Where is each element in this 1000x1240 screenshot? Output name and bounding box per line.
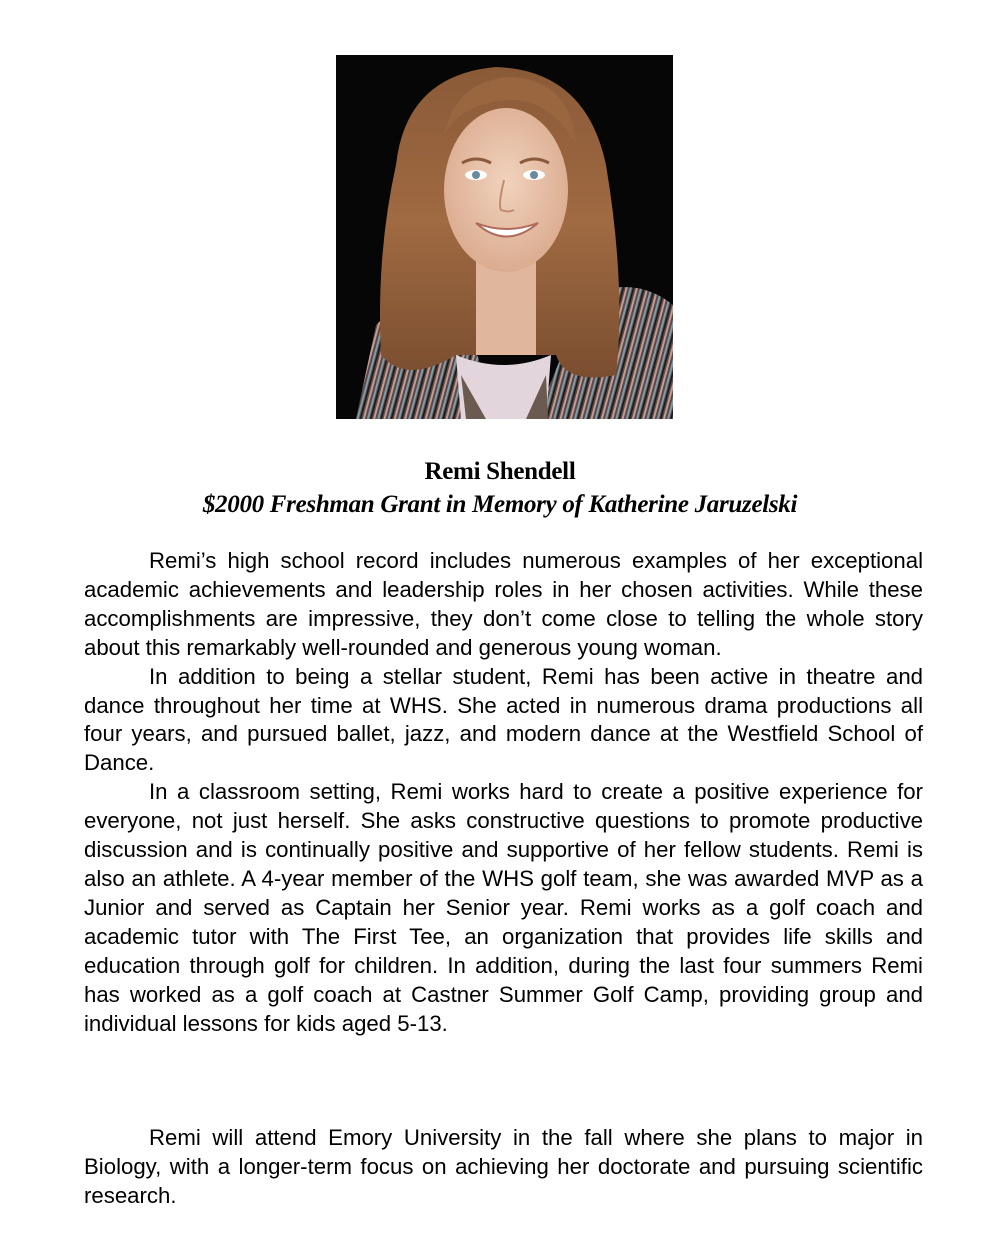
- future-plans-section: [84, 1124, 923, 1211]
- recipient-name: Remi Shendell: [424, 458, 576, 485]
- biography-paragraph: In addition to being a stellar student, Remi has been active in theatre and dance throughout her time at WHS. She acted in numerous drama productions all four years, and pursued ballet, jazz, and modern dance at the Westfield School of Dance.: [84, 663, 923, 776]
- award-title: $2000 Freshman Grant in Memory of Katherine Jaruzelski: [202, 491, 798, 518]
- portrait-photo: [336, 55, 673, 419]
- portrait-icon: [336, 55, 673, 419]
- biography-paragraph: Remi’s high school record includes numerous examples of her exceptional academic achievements and leadership roles in her chosen activities. While these accomplishments are impressive, they don’t come close to telling the whole story about this remarkably well-rounded and generous young woman.: [84, 548, 923, 660]
- biography-section: [84, 547, 923, 1038]
- biography-paragraph: In a classroom setting, Remi works hard to create a positive experience for everyone, not just herself. She asks constructive questions to promote productive discussion and is continually positive and supportive of her fellow students. Remi is also an athlete. A 4-year member of the WHS golf team, she was awarded MVP as a Junior and served as Captain her Senior year. Remi works as a golf coach and academic tutor with The First Tee, an organization that provides life skills and education through golf for children. In addition, during the last four summers Remi has worked as a golf coach at Castner Summer Golf Camp, providing group and individual lessons for kids aged 5-13.: [84, 779, 923, 1036]
- future-plans-paragraph: Remi will attend Emory University in the fall where she plans to major in Biology, with a longer-term focus on achieving her doctorate and pursuing scientific research.: [84, 1125, 923, 1208]
